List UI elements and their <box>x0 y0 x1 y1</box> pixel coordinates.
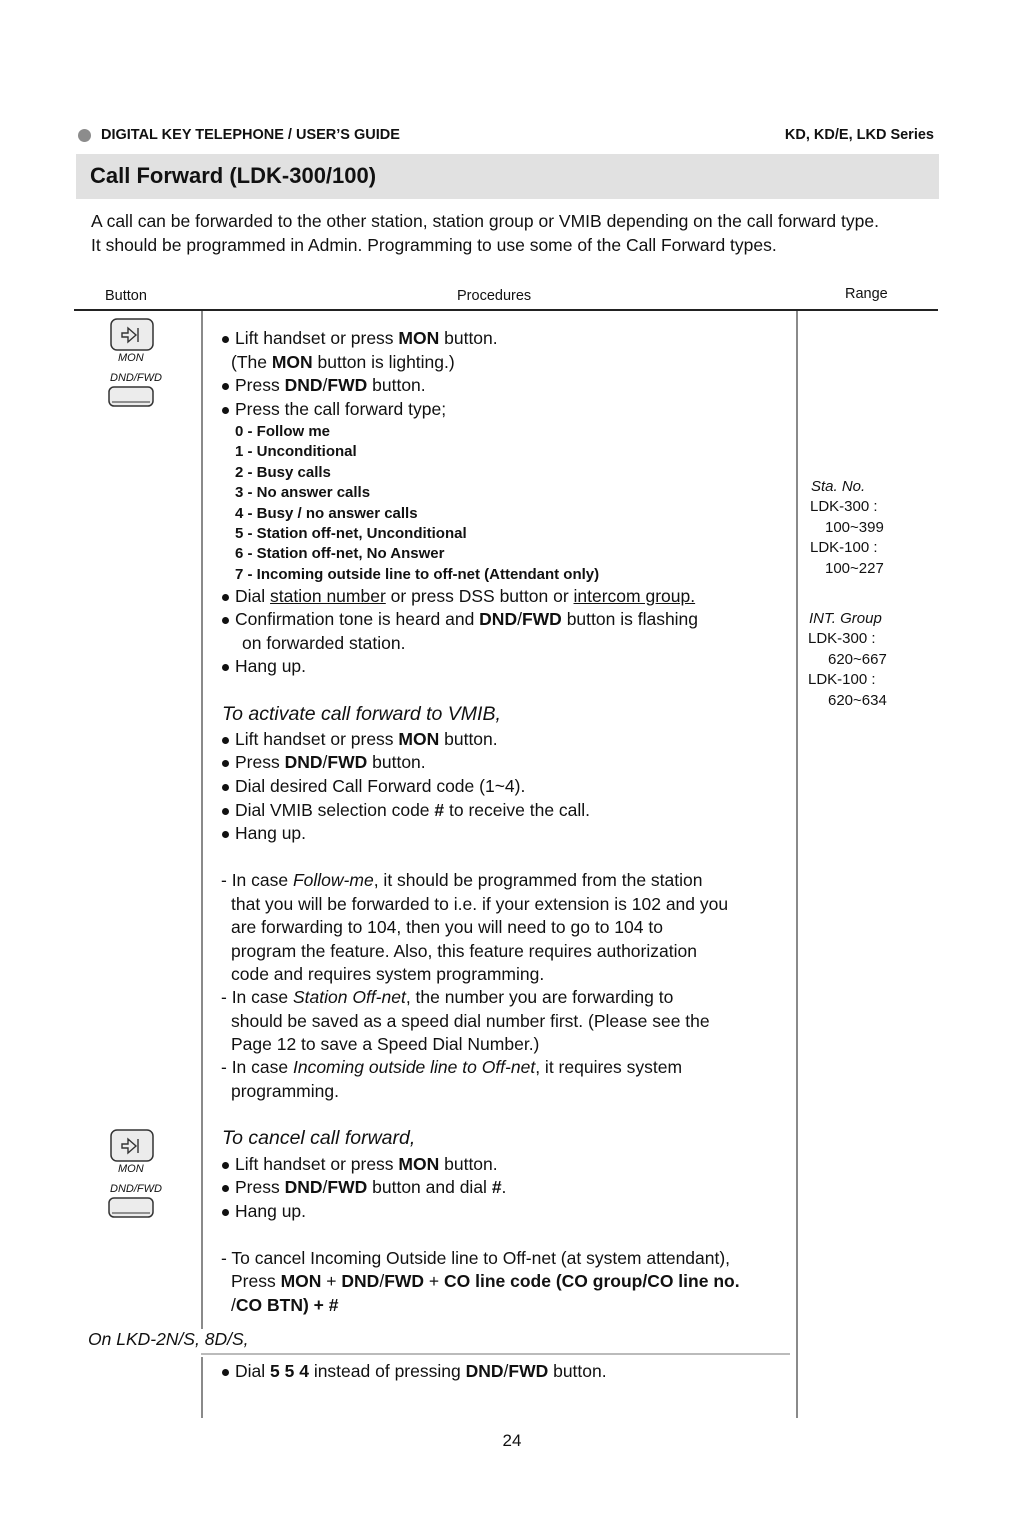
range-int-ldk300: LDK-300 : <box>808 630 876 647</box>
note-follow-me-line: that you will be forwarded to i.e. if your extension is 102 and you <box>231 894 729 914</box>
dndfwd-button-icon <box>108 386 154 408</box>
step-confirmation: Confirmation tone is heard and DND/FWD button is flashing <box>222 608 698 632</box>
range-int-label: INT. Group <box>809 610 882 627</box>
forward-type-item: 0 - Follow me <box>235 423 331 440</box>
bullet-icon <box>222 737 229 744</box>
forward-type-item: 2 - Busy calls <box>235 463 331 481</box>
forward-type-item: 7 - Incoming outside line to off-net (Attendant only) <box>235 565 600 583</box>
range-int-ldk300-value: 620~667 <box>828 651 887 668</box>
note-follow-me-line: are forwarding to 104, then you will need to go to 104 to <box>231 917 663 937</box>
vmib-step-selection: Dial VMIB selection code # to receive the call. <box>222 799 590 823</box>
bullet-icon <box>222 594 229 601</box>
bullet-icon <box>222 407 229 414</box>
range-sta-ldk300-value: 100~399 <box>825 519 884 536</box>
cancel-note-sequence: Press MON + DND/FWD + CO line code (CO group/CO line no. <box>231 1271 740 1291</box>
forward-type-item: 4 - Busy / no answer calls <box>235 504 418 522</box>
dndfwd-button-label-cancel: DND/FWD <box>110 1183 162 1195</box>
bullet-icon <box>222 784 229 791</box>
lkd-heading: On LKD-2N/S, 8D/S, <box>88 1329 249 1349</box>
header-series: KD, KD/E, LKD Series <box>784 127 934 143</box>
bullet-icon <box>222 1369 229 1376</box>
step-hang-up: Hang up. <box>222 655 306 679</box>
bullet-icon <box>222 1185 229 1192</box>
range-sta-ldk100: LDK-100 : <box>810 539 878 556</box>
note-follow-me-line: program the feature. Also, this feature requires authorization <box>231 941 697 961</box>
note-incoming-offnet-line: programming. <box>231 1081 339 1101</box>
forward-type-item: 5 - Station off-net, Unconditional <box>235 525 467 543</box>
forward-type-item: 6 - Station off-net, No Answer <box>235 545 445 563</box>
dndfwd-button-icon-cancel <box>108 1197 154 1219</box>
page-number: 24 <box>502 1431 522 1450</box>
header-guide-title: DIGITAL KEY TELEPHONE / USER’S GUIDE <box>101 127 400 143</box>
range-sta-ldk100-value: 100~227 <box>825 560 884 577</box>
step-press-type: Press the call forward type; <box>222 398 446 422</box>
bullet-icon <box>222 383 229 390</box>
step-lift-handset: Lift handset or press MON button. <box>222 327 498 351</box>
column-header-button: Button <box>105 288 147 304</box>
vmib-step-dial-code: Dial desired Call Forward code (1~4). <box>222 775 525 799</box>
bullet-icon <box>222 831 229 838</box>
bullet-icon <box>222 808 229 815</box>
mon-button-label: MON <box>118 352 144 364</box>
lkd-step-dial: Dial 5 5 4 instead of pressing DND/FWD button. <box>222 1360 607 1384</box>
column-header-procedures: Procedures <box>457 288 532 304</box>
cancel-note: - To cancel Incoming Outside line to Off-net (at system attendant), <box>221 1248 731 1268</box>
step-mon-lighting: (The MON button is lighting.) <box>231 352 455 372</box>
column-divider-right <box>796 311 798 1418</box>
header-rule <box>74 309 938 311</box>
note-station-offnet: - In case Station Off-net, the number you are forwarding to <box>221 987 674 1007</box>
column-divider-left-lower <box>201 1357 203 1418</box>
bullet-icon <box>222 664 229 671</box>
cancel-step-lift: Lift handset or press MON button. <box>222 1153 498 1177</box>
range-int-ldk100-value: 620~634 <box>828 692 887 709</box>
column-header-range: Range <box>845 286 888 302</box>
bullet-icon <box>222 1209 229 1216</box>
range-int-ldk100: LDK-100 : <box>808 671 876 688</box>
forward-type-item: 1 - Unconditional <box>235 443 357 461</box>
vmib-step-hang-up: Hang up. <box>222 822 306 846</box>
note-follow-me: - In case Follow-me, it should be programmed from the station <box>221 870 703 890</box>
vmib-step-press: Press DND/FWD button. <box>222 751 426 775</box>
section-title: Call Forward (LDK-300/100) <box>90 163 377 188</box>
note-station-offnet-line: Page 12 to save a Speed Dial Number.) <box>231 1034 540 1054</box>
mon-button-icon-cancel <box>110 1129 154 1163</box>
bullet-icon <box>222 617 229 624</box>
step-press-dndfwd: Press DND/FWD button. <box>222 374 426 398</box>
range-sta-label: Sta. No. <box>811 478 866 495</box>
step-confirmation-cont: on forwarded station. <box>242 633 406 653</box>
step-dial-station: Dial station number or press DSS button or intercom group. <box>222 585 695 609</box>
cancel-step-press: Press DND/FWD button and dial #. <box>222 1176 506 1200</box>
forward-type-list <box>235 422 599 585</box>
lkd-divider <box>201 1353 790 1355</box>
bullet-icon <box>222 336 229 343</box>
note-incoming-offnet: - In case Incoming outside line to Off-net, it requires system <box>221 1057 683 1077</box>
bullet-icon <box>222 1162 229 1169</box>
header-bullet-icon <box>78 129 91 142</box>
cancel-step-hang-up: Hang up. <box>222 1200 306 1224</box>
intro-paragraph: A call can be forwarded to the other station, station group or VMIB depending on the call forward type. It should be programmed in Admin. Programming to use some of the Call Forward types. <box>91 211 879 255</box>
range-sta-ldk300: LDK-300 : <box>810 498 878 515</box>
vmib-step-lift: Lift handset or press MON button. <box>222 728 498 752</box>
vmib-heading: To activate call forward to VMIB, <box>222 703 501 725</box>
mon-button-icon <box>110 318 154 352</box>
forward-type-item: 3 - No answer calls <box>235 484 371 502</box>
note-follow-me-line: code and requires system programming. <box>231 964 545 984</box>
cancel-heading: To cancel call forward, <box>222 1127 416 1149</box>
mon-button-label-cancel: MON <box>118 1163 144 1175</box>
note-station-offnet-line: should be saved as a speed dial number first. (Please see the <box>231 1011 710 1031</box>
cancel-note-sequence-end: /CO BTN) + # <box>231 1295 339 1315</box>
column-divider-left <box>201 311 203 1329</box>
bullet-icon <box>222 760 229 767</box>
dndfwd-button-label: DND/FWD <box>110 372 162 384</box>
